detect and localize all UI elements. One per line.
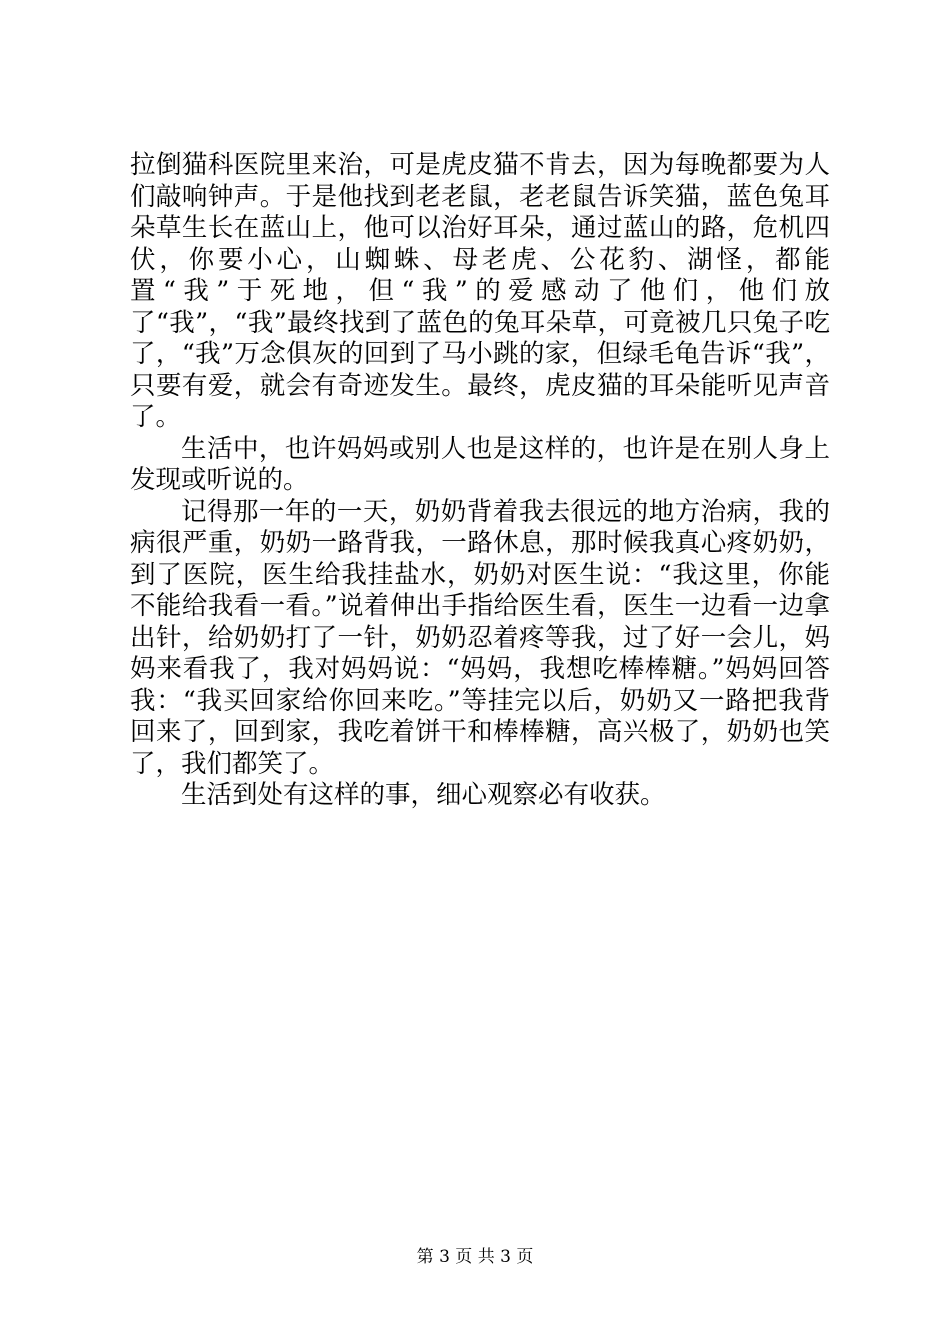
paragraph-4: 生活到处有这样的事，细心观察必有收获。 <box>181 780 666 810</box>
page-number-footer: 第 3 页 共 3 页 <box>416 1247 534 1267</box>
document-body <box>130 150 830 812</box>
paragraph-1: 拉倒猫科医院里来治，可是虎皮猫不肯去，因为每晚都要为人们敲响钟声。于是他找到老老鼠，老老鼠告诉笑猫，蓝色兔耳朵草生长在蓝山上，他可以治好耳朵，通过蓝山的路，危机四伏，你要小心，山蜘蛛、母老虎、公花豹、湖怪，都能置“我”于死地，但“我”的爱感动了他们，他们放了“我”，“我”最终找到了蓝色的兔耳朵草，可竟被几只兔子吃了，“我”万念俱灰的回到了马小跳的家，但绿毛龟告诉“我”，只要有爱，就会有奇迹发生。最终，虎皮猫的耳朵能听见声音了。 <box>130 150 830 432</box>
paragraph-2: 生活中，也许妈妈或别人也是这样的，也许是在别人身上发现或听说的。 <box>130 433 830 495</box>
paragraph-3: 记得那一年的一天，奶奶背着我去很远的地方治病，我的病很严重，奶奶一路背我，一路休息，那时候我真心疼奶奶，到了医院，医生给我挂盐水，奶奶对医生说：“我这里，你能不能给我看一看。”说着伸出手指给医生看，医生一边看一边拿出针，给奶奶打了一针，奶奶忍着疼等我，过了好一会儿，妈妈来看我了，我对妈妈说：“妈妈，我想吃棒棒糖。”妈妈回答我：“我买回家给你回来吃。”等挂完以后，奶奶又一路把我背回来了，回到家，我吃着饼干和棒棒糖，高兴极了，奶奶也笑了，我们都笑了。 <box>130 496 830 779</box>
